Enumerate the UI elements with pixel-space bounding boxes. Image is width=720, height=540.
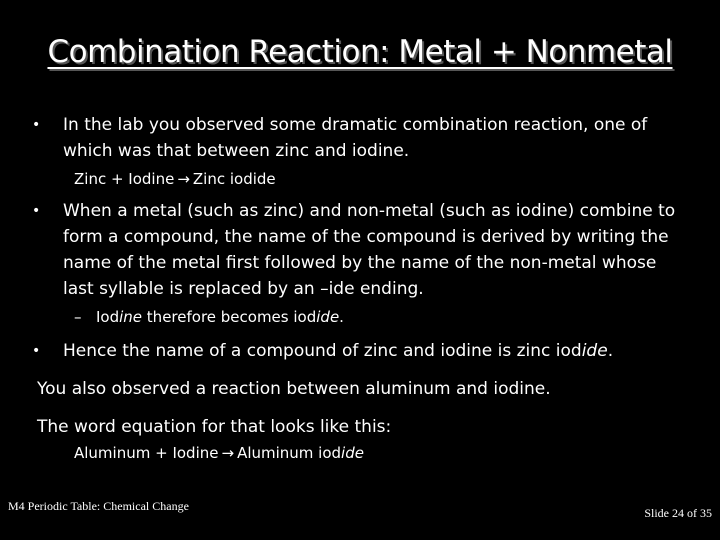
sub-text-3: . [339, 308, 344, 326]
sub-text-1: Iod [96, 308, 120, 326]
bullet-dot-icon: • [32, 203, 41, 219]
bullet-text-italic: ide [581, 341, 608, 361]
product: Zinc iodide [192, 170, 276, 188]
slide-body [0, 112, 720, 464]
reactants: Zinc + Iodine [74, 170, 175, 188]
plain-line-1: You also observed a reaction between aluminum and iodine. [37, 379, 551, 399]
sub-text-italic-2: ide [316, 308, 340, 326]
bullet-text: When a metal (such as zinc) and non-metal (such as iodine) combine to form a compound, the name of the compound is derived by writing the name of the metal first followed by the name of the non-metal whose last syllable is replaced by an –ide ending. [63, 201, 676, 299]
sub-text-italic-1: ine [119, 308, 143, 326]
footer-course-label: M4 Periodic Table: Chemical Change [8, 499, 189, 513]
bullet-item [0, 112, 690, 164]
footer-slide-number: Slide 24 of 35 [644, 506, 712, 520]
word-equation-zinc [0, 168, 720, 190]
slide-title: Combination Reaction: Metal + Nonmetal [47, 34, 673, 70]
arrow-icon: → [221, 444, 235, 462]
sub-text-2: therefore becomes iod [142, 308, 317, 326]
dash-icon: – [74, 308, 82, 326]
plain-line-2: The word equation for that looks like this: [37, 417, 392, 437]
reactants: Aluminum + Iodine [74, 444, 219, 462]
arrow-icon: → [177, 170, 190, 188]
bullet-text-1: Hence the name of a compound of zinc and iodine is zinc iod [63, 341, 582, 361]
product: Aluminum iod [237, 444, 342, 462]
bullet-item [0, 198, 690, 302]
bullet-text-2: . [607, 341, 614, 361]
bullet-text: In the lab you observed some dramatic combination reaction, one of which was that between zinc and iodine. [63, 115, 648, 161]
bullet-dot-icon: • [32, 343, 41, 359]
sub-bullet-item [0, 306, 720, 328]
bullet-item [0, 338, 690, 364]
bullet-dot-icon: • [32, 117, 41, 133]
word-equation-aluminum [0, 442, 720, 464]
product-italic: ide [341, 444, 364, 462]
